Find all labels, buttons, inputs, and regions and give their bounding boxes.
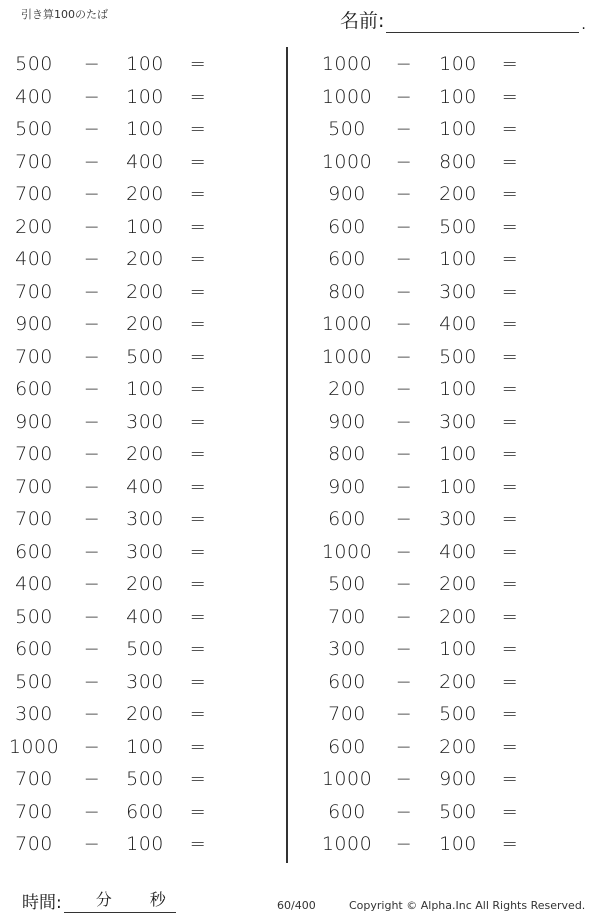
minus-sign: − — [83, 280, 101, 303]
minus-sign: − — [395, 248, 413, 270]
minus-sign: − — [395, 475, 413, 498]
equals-sign: = — [189, 345, 207, 368]
minuend: 700 — [15, 508, 53, 530]
minuend: 200 — [328, 378, 366, 400]
subtrahend: 100 — [439, 833, 477, 855]
subtrahend: 400 — [126, 605, 164, 628]
minuend: 700 — [15, 475, 53, 498]
subtrahend: 100 — [439, 118, 477, 140]
minus-sign: − — [83, 605, 101, 628]
minus-sign: − — [83, 638, 101, 660]
minuend: 1000 — [8, 735, 60, 758]
subtrahend: 100 — [439, 443, 477, 465]
minuend: 900 — [15, 410, 53, 433]
subtrahend: 200 — [439, 183, 477, 205]
minuend: 800 — [328, 280, 366, 303]
subtrahend: 200 — [126, 573, 164, 595]
minuend: 700 — [15, 345, 53, 368]
minuend: 600 — [15, 638, 53, 660]
equals-sign: = — [501, 183, 519, 205]
subtrahend: 500 — [126, 345, 164, 368]
subtrahend: 300 — [126, 410, 164, 433]
time-field — [22, 888, 176, 913]
subtrahend: 200 — [126, 183, 164, 205]
minuend: 600 — [328, 670, 366, 693]
minus-sign: − — [395, 800, 413, 823]
equals-sign: = — [189, 508, 207, 530]
equals-sign: = — [189, 573, 207, 595]
minuend: 400 — [15, 85, 53, 108]
minuend: 700 — [15, 183, 53, 205]
minus-sign: − — [83, 345, 101, 368]
minus-sign: − — [395, 573, 413, 595]
minus-sign: − — [83, 313, 101, 335]
seconds-label: 秒 — [149, 890, 166, 909]
subtrahend: 300 — [439, 410, 477, 433]
subtrahend: 500 — [439, 800, 477, 823]
minuend: 200 — [15, 215, 53, 238]
subtrahend: 400 — [439, 540, 477, 563]
equals-sign: = — [501, 378, 519, 400]
equals-sign: = — [501, 118, 519, 140]
equals-sign: = — [189, 540, 207, 563]
minuend: 1000 — [321, 85, 373, 108]
equals-sign: = — [189, 313, 207, 335]
equals-sign: = — [189, 638, 207, 660]
subtrahend: 200 — [439, 573, 477, 595]
minus-sign: − — [83, 573, 101, 595]
equals-sign: = — [189, 150, 207, 173]
name-blank — [386, 12, 579, 33]
equals-sign: = — [501, 605, 519, 628]
equals-sign: = — [501, 150, 519, 173]
minuend: 700 — [15, 443, 53, 465]
minus-sign: − — [83, 540, 101, 563]
equals-sign: = — [501, 85, 519, 108]
subtrahend: 100 — [126, 735, 164, 758]
minus-sign: − — [395, 118, 413, 140]
minuend: 500 — [328, 118, 366, 140]
equals-sign: = — [501, 703, 519, 725]
minuend: 600 — [15, 378, 53, 400]
minuend: 1000 — [321, 53, 373, 75]
equals-sign: = — [189, 85, 207, 108]
subtrahend: 400 — [126, 150, 164, 173]
subtrahend: 200 — [439, 605, 477, 628]
equals-sign: = — [501, 475, 519, 498]
minuend: 900 — [15, 313, 53, 335]
minuend: 700 — [328, 605, 366, 628]
equals-sign: = — [189, 53, 207, 75]
equals-sign: = — [189, 800, 207, 823]
minuend: 1000 — [321, 540, 373, 563]
equals-sign: = — [189, 118, 207, 140]
equals-sign: = — [501, 833, 519, 855]
minus-sign: − — [395, 443, 413, 465]
minus-sign: − — [395, 85, 413, 108]
minuend: 500 — [15, 118, 53, 140]
minuend: 600 — [328, 215, 366, 238]
minuend: 500 — [15, 605, 53, 628]
minus-sign: − — [83, 475, 101, 498]
equals-sign: = — [189, 183, 207, 205]
subtrahend: 500 — [126, 638, 164, 660]
minus-sign: − — [395, 150, 413, 173]
minus-sign: − — [83, 85, 101, 108]
equals-sign: = — [189, 378, 207, 400]
subtrahend: 400 — [126, 475, 164, 498]
minuend: 400 — [15, 248, 53, 270]
page-number: 60/400 — [277, 899, 316, 912]
equals-sign: = — [501, 800, 519, 823]
equals-sign: = — [501, 248, 519, 270]
minus-sign: − — [395, 540, 413, 563]
time-label: 時間: — [22, 893, 62, 913]
subtrahend: 200 — [439, 735, 477, 758]
minus-sign: − — [395, 183, 413, 205]
minus-sign: − — [395, 735, 413, 758]
equals-sign: = — [501, 670, 519, 693]
subtrahend: 200 — [126, 703, 164, 725]
equals-sign: = — [189, 280, 207, 303]
equals-sign: = — [189, 475, 207, 498]
minuend: 500 — [15, 670, 53, 693]
minuend: 1000 — [321, 345, 373, 368]
equals-sign: = — [501, 53, 519, 75]
equals-sign: = — [189, 215, 207, 238]
equals-sign: = — [501, 638, 519, 660]
minus-sign: − — [395, 410, 413, 433]
minuend: 600 — [328, 735, 366, 758]
minus-sign: − — [395, 768, 413, 790]
subtrahend: 500 — [439, 215, 477, 238]
minus-sign: − — [83, 248, 101, 270]
worksheet-title: 引き算100のたば — [21, 8, 108, 21]
minus-sign: − — [83, 443, 101, 465]
minuend: 400 — [15, 573, 53, 595]
equals-sign: = — [501, 540, 519, 563]
equals-sign: = — [189, 670, 207, 693]
subtrahend: 600 — [126, 800, 164, 823]
name-end-dot: . — [581, 17, 586, 33]
minuend: 600 — [328, 248, 366, 270]
minuend: 600 — [15, 540, 53, 563]
minus-sign: − — [83, 378, 101, 400]
subtrahend: 500 — [126, 768, 164, 790]
equals-sign: = — [501, 443, 519, 465]
minus-sign: − — [83, 768, 101, 790]
minuend: 700 — [15, 800, 53, 823]
equals-sign: = — [189, 443, 207, 465]
equals-sign: = — [501, 345, 519, 368]
minuend: 500 — [328, 573, 366, 595]
minuend: 900 — [328, 183, 366, 205]
minus-sign: − — [83, 183, 101, 205]
subtrahend: 300 — [126, 508, 164, 530]
minus-sign: − — [395, 313, 413, 335]
equals-sign: = — [189, 410, 207, 433]
subtrahend: 200 — [126, 313, 164, 335]
subtrahend: 500 — [439, 345, 477, 368]
minus-sign: − — [83, 800, 101, 823]
minuend: 700 — [15, 768, 53, 790]
equals-sign: = — [189, 248, 207, 270]
minus-sign: − — [83, 670, 101, 693]
minus-sign: − — [83, 118, 101, 140]
subtrahend: 100 — [126, 378, 164, 400]
minus-sign: − — [395, 605, 413, 628]
subtrahend: 100 — [126, 85, 164, 108]
subtrahend: 300 — [126, 540, 164, 563]
copyright-notice: Copyright © Alpha.Inc All Rights Reserved. — [349, 899, 586, 912]
equals-sign: = — [501, 573, 519, 595]
equals-sign: = — [189, 735, 207, 758]
minus-sign: − — [83, 215, 101, 238]
subtrahend: 100 — [439, 248, 477, 270]
minuend: 1000 — [321, 150, 373, 173]
subtrahend: 100 — [439, 475, 477, 498]
minus-sign: − — [395, 703, 413, 725]
minus-sign: − — [83, 508, 101, 530]
subtrahend: 300 — [439, 280, 477, 303]
minus-sign: − — [395, 53, 413, 75]
minuend: 500 — [15, 53, 53, 75]
minuend: 700 — [15, 150, 53, 173]
minus-sign: − — [83, 150, 101, 173]
name-label: 名前: — [340, 10, 385, 32]
equals-sign: = — [189, 833, 207, 855]
subtrahend: 100 — [439, 53, 477, 75]
equals-sign: = — [189, 768, 207, 790]
subtrahend: 300 — [439, 508, 477, 530]
equals-sign: = — [189, 703, 207, 725]
minuend: 1000 — [321, 833, 373, 855]
minuend: 600 — [328, 508, 366, 530]
minus-sign: − — [395, 378, 413, 400]
minus-sign: − — [395, 833, 413, 855]
minuend: 900 — [328, 410, 366, 433]
equals-sign: = — [501, 508, 519, 530]
minus-sign: − — [395, 280, 413, 303]
minus-sign: − — [395, 508, 413, 530]
subtrahend: 200 — [126, 248, 164, 270]
minutes-label: 分 — [95, 890, 112, 909]
subtrahend: 500 — [439, 703, 477, 725]
minuend: 300 — [328, 638, 366, 660]
minuend: 700 — [15, 280, 53, 303]
minus-sign: − — [83, 735, 101, 758]
subtrahend: 800 — [439, 150, 477, 173]
minuend: 300 — [15, 703, 53, 725]
column-divider — [286, 47, 288, 863]
minus-sign: − — [395, 215, 413, 238]
minus-sign: − — [395, 670, 413, 693]
subtrahend: 200 — [126, 443, 164, 465]
minus-sign: − — [83, 410, 101, 433]
minuend: 800 — [328, 443, 366, 465]
subtrahend: 100 — [126, 53, 164, 75]
subtrahend: 100 — [126, 833, 164, 855]
subtrahend: 900 — [439, 768, 477, 790]
minuend: 700 — [328, 703, 366, 725]
subtrahend: 200 — [439, 670, 477, 693]
equals-sign: = — [501, 735, 519, 758]
time-blank — [64, 890, 176, 913]
subtrahend: 100 — [439, 638, 477, 660]
subtrahend: 200 — [126, 280, 164, 303]
equals-sign: = — [501, 280, 519, 303]
subtrahend: 100 — [126, 118, 164, 140]
equals-sign: = — [501, 313, 519, 335]
equals-sign: = — [501, 410, 519, 433]
minuend: 1000 — [321, 768, 373, 790]
name-field — [340, 6, 586, 33]
minuend: 900 — [328, 475, 366, 498]
minus-sign: − — [83, 703, 101, 725]
minus-sign: − — [395, 345, 413, 368]
subtrahend: 100 — [439, 85, 477, 108]
minuend: 700 — [15, 833, 53, 855]
equals-sign: = — [501, 215, 519, 238]
minus-sign: − — [395, 638, 413, 660]
subtrahend: 300 — [126, 670, 164, 693]
subtrahend: 100 — [126, 215, 164, 238]
subtrahend: 100 — [439, 378, 477, 400]
minuend: 1000 — [321, 313, 373, 335]
equals-sign: = — [189, 605, 207, 628]
minuend: 600 — [328, 800, 366, 823]
equals-sign: = — [501, 768, 519, 790]
minus-sign: − — [83, 53, 101, 75]
minus-sign: − — [83, 833, 101, 855]
subtrahend: 400 — [439, 313, 477, 335]
